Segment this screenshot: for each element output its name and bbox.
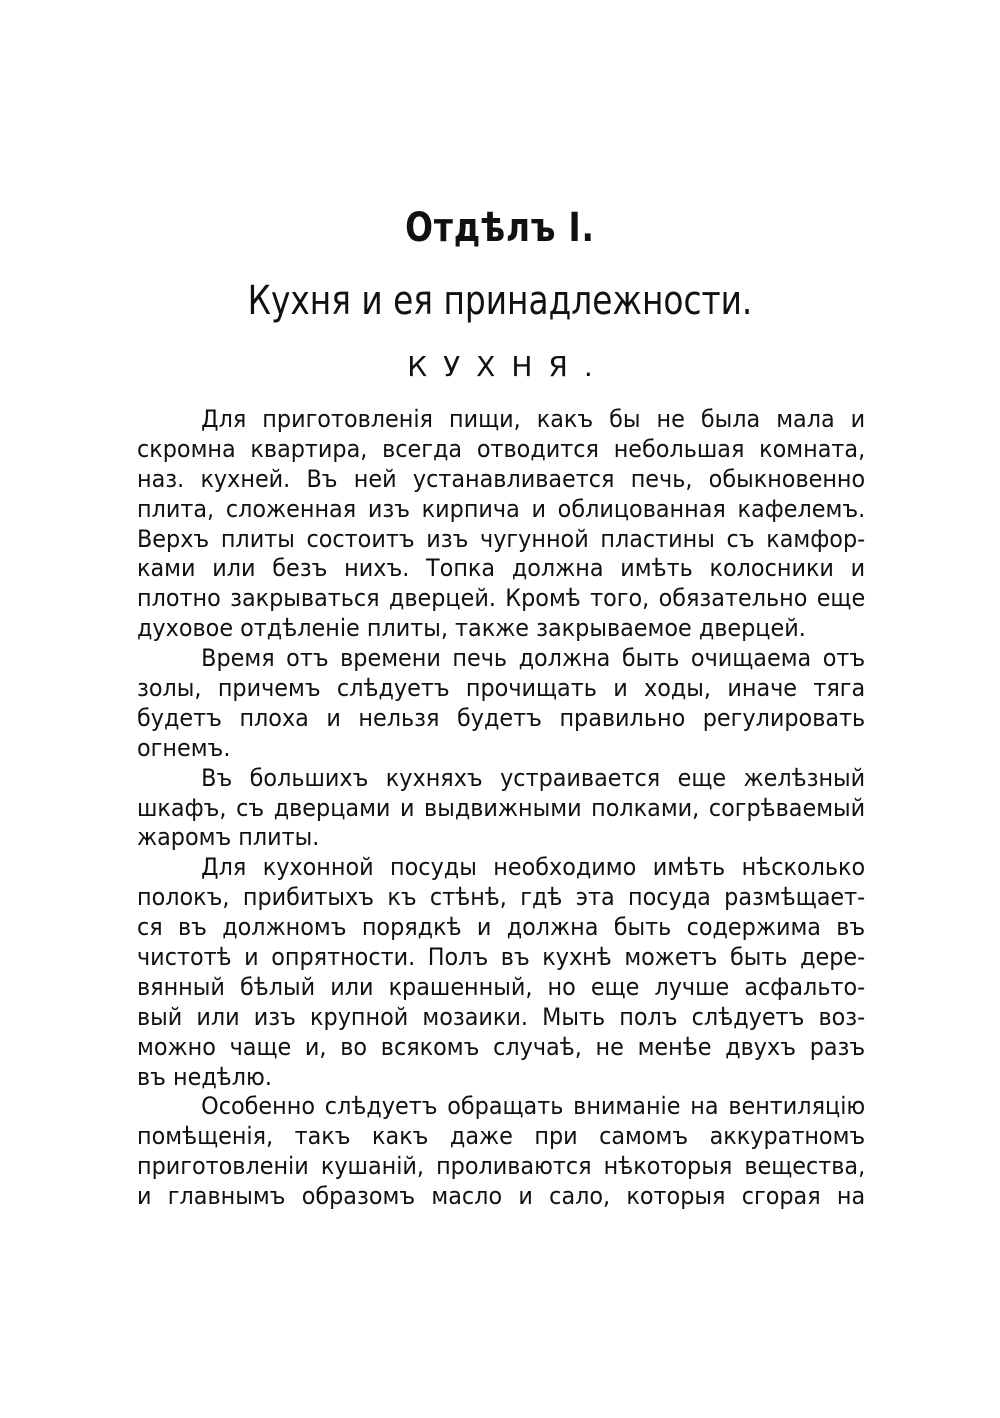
section-title: Отдѣлъ I. [405, 205, 595, 251]
text-line: будетъ плоха и нельзя будетъ правильно регулировать [137, 703, 866, 732]
text-line: огнемъ. [137, 733, 231, 762]
text-line: жаромъ плиты. [137, 823, 320, 852]
subsection-title: КУХНЯ. [407, 350, 609, 383]
text-line: вый или изъ крупной мозаики. Мыть полъ слѣдуетъ воз- [137, 1002, 866, 1031]
text-line: духовое отдѣленіе плиты, также закрываемое дверцей. [137, 614, 806, 643]
text-line: Верхъ плиты состоитъ изъ чугунной пластины съ камфор- [137, 524, 866, 553]
text-line: скромна квартира, всегда отводится небольшая комната, [137, 434, 866, 463]
text-line: плита, сложенная изъ кирпича и облицованная кафелемъ. [137, 494, 866, 523]
text-line: ся въ должномъ порядкѣ и должна быть содержима въ [137, 913, 866, 942]
text-line: золы, причемъ слѣдуетъ прочищать и ходы, иначе тяга [137, 674, 866, 703]
text-line: приготовленіи кушаній, проливаются нѣкоторыя вещества, [137, 1152, 866, 1181]
text-line: чистотѣ и опрятности. Полъ въ кухнѣ можетъ быть дере- [137, 943, 866, 972]
text-line: помѣщенія, такъ какъ даже при самомъ аккуратномъ [137, 1122, 866, 1151]
text-line: шкафъ, съ дверцами и выдвижными полками, согрѣваемый [137, 793, 866, 822]
text-line: Для кухонной посуды необходимо имѣть нѣсколько [201, 853, 866, 882]
text-line: Для приготовленія пищи, какъ бы не была мала и [201, 405, 866, 433]
chapter-title: Кухня и ея принадлежности. [247, 278, 753, 324]
text-line: вянный бѣлый или крашенный, но еще лучше асфальто- [137, 972, 866, 1001]
text-line: наз. кухней. Въ ней устанавливается печь, обыкновенно [137, 464, 866, 493]
text-line: въ недѣлю. [137, 1062, 272, 1091]
text-line: и главнымъ образомъ масло и сало, которыя сгорая на [137, 1182, 866, 1211]
text-line: можно чаще и, во всякомъ случаѣ, не менѣе двухъ разъ [137, 1032, 866, 1061]
body-text [137, 405, 865, 1212]
text-line: плотно закрываться дверцей. Кромѣ того, обязательно еще [137, 584, 866, 613]
text-line: Въ большихъ кухняхъ устраивается еще желѣзный [201, 763, 866, 792]
text-line: Время отъ времени печь должна быть очищаема отъ [201, 644, 866, 673]
text-line: полокъ, прибитыхъ къ стѣнѣ, гдѣ эта посуда размѣщает- [137, 883, 866, 912]
text-line: Особенно слѣдуетъ обращать вниманіе на вентиляцію [201, 1092, 866, 1121]
text-line: ками или безъ нихъ. Топка должна имѣть колосники и [137, 554, 866, 583]
